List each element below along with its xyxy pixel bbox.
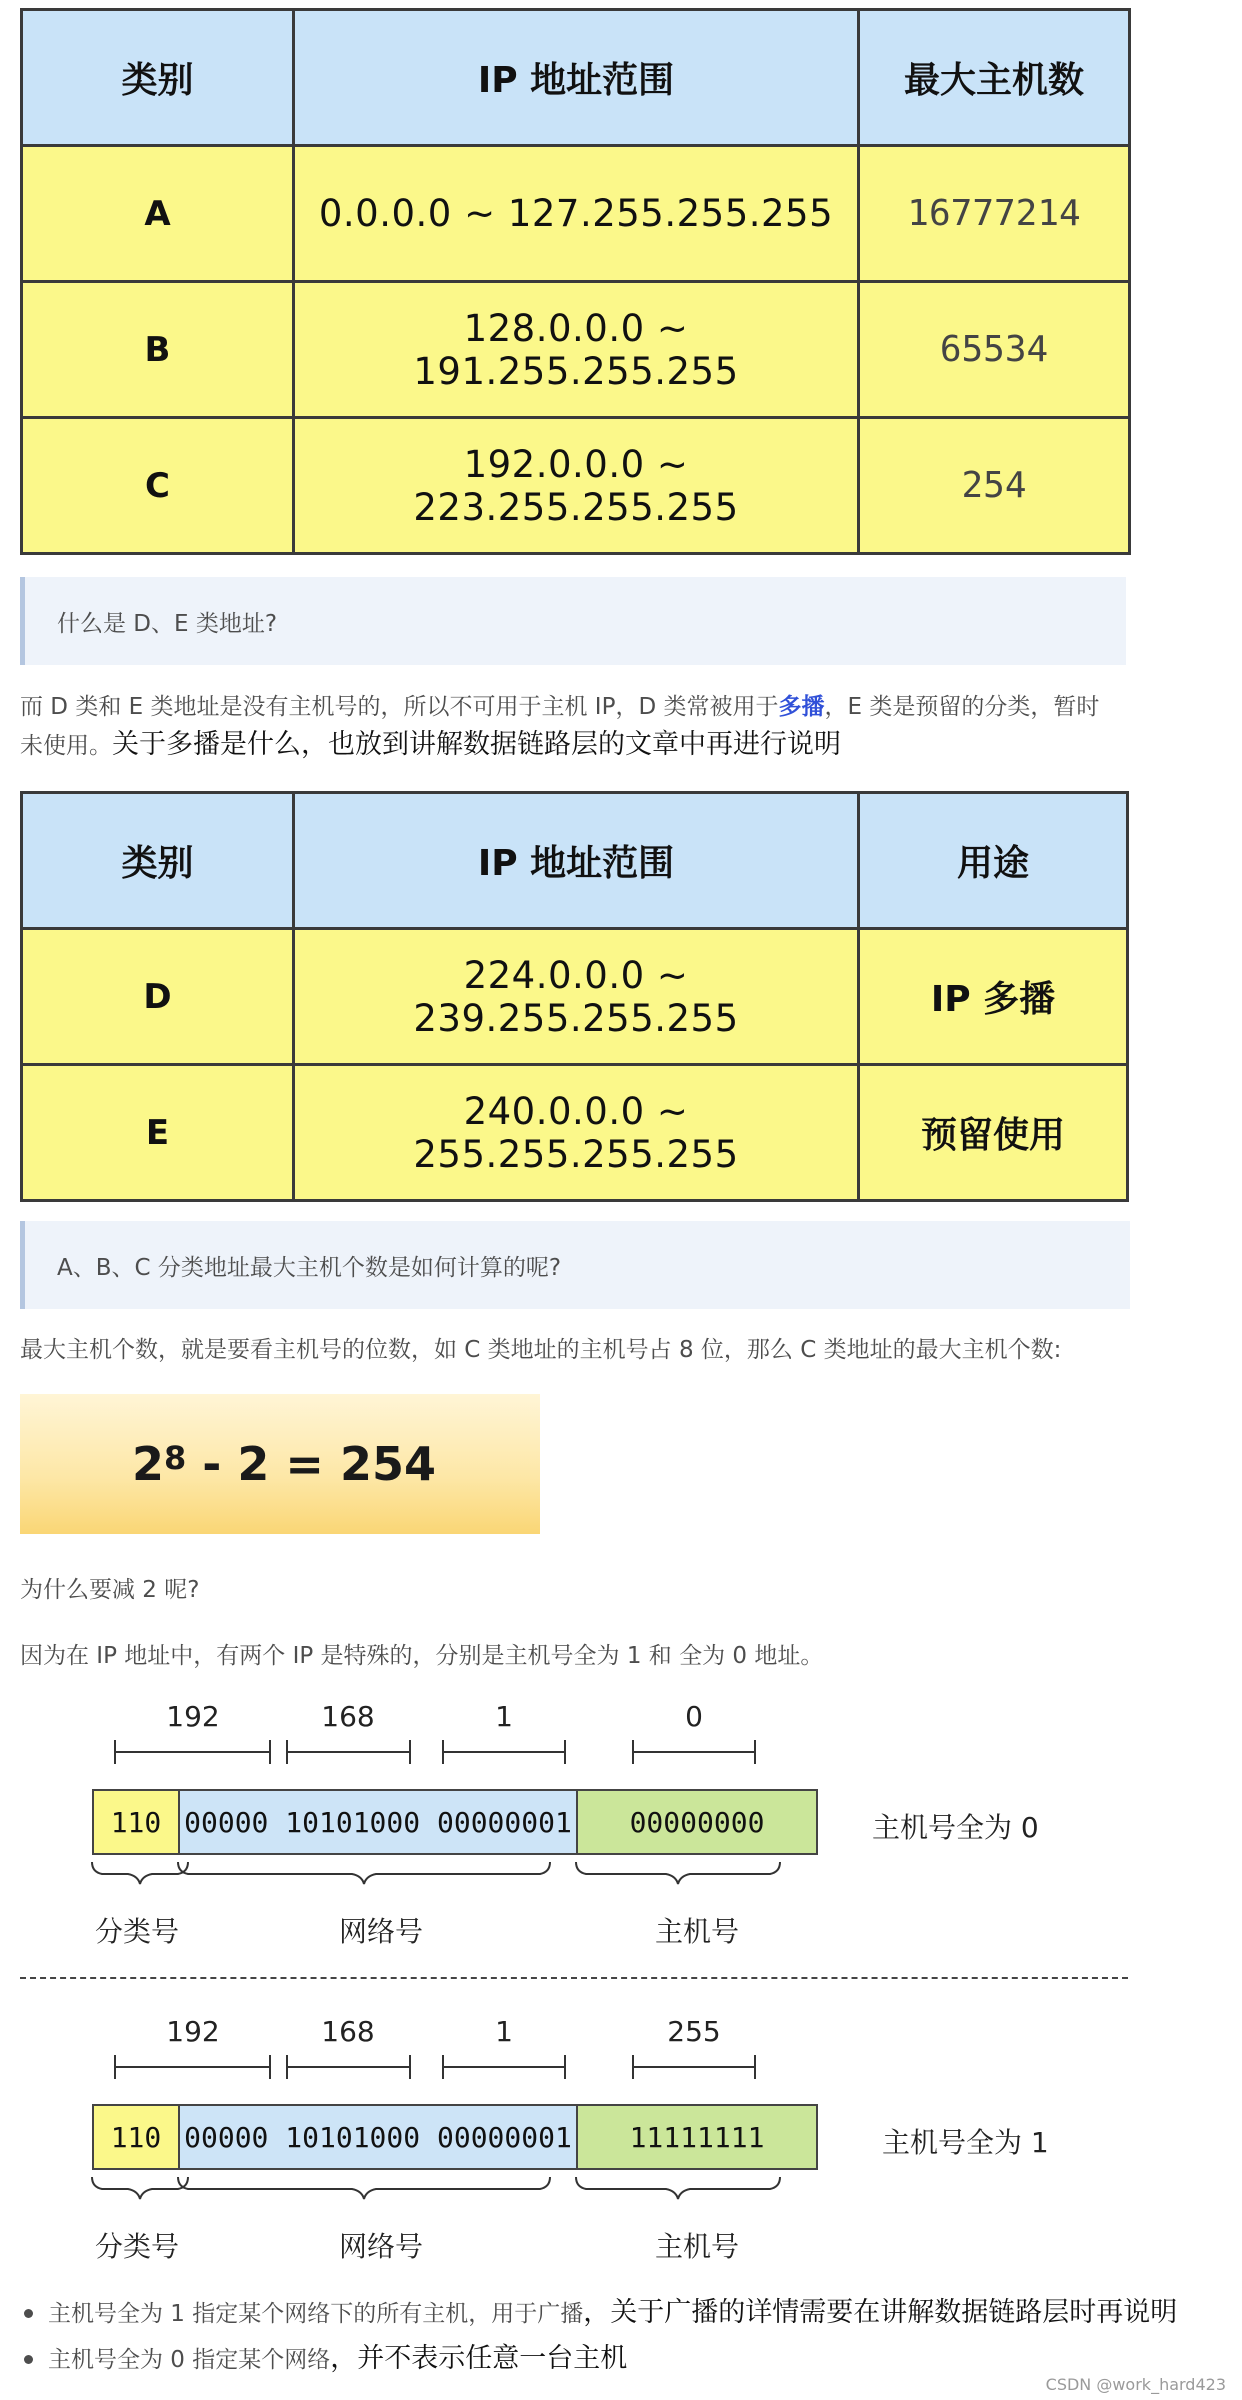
octet-label: 1	[495, 1700, 513, 1733]
header-class: 类别	[22, 10, 294, 146]
cell-class: A	[22, 146, 294, 282]
list-item	[20, 2290, 1177, 2336]
label-network-number: 网络号	[338, 2230, 423, 2263]
label-class-number: 分类号	[94, 2230, 179, 2263]
para-text: ，E 类是预留的分类，暂时	[824, 694, 1100, 720]
label-host-number: 主机号	[654, 1915, 739, 1948]
cell-max-hosts: 16777214	[859, 146, 1130, 282]
table-row	[22, 929, 1128, 1065]
octet-label: 168	[321, 1700, 375, 1733]
host-bits-segment: 00000000	[576, 1789, 818, 1855]
dashed-divider	[20, 1977, 1128, 1979]
label-host-number: 主机号	[654, 2230, 739, 2263]
cell-range: 0.0.0.0 ~ 127.255.255.255	[294, 146, 859, 282]
class-bits-segment: 110	[92, 1789, 180, 1855]
cell-class: E	[22, 1065, 294, 1201]
table-row	[22, 282, 1130, 418]
table-row	[22, 146, 1130, 282]
header-class: 类别	[22, 793, 294, 929]
list-item-text-emphasis: ，并不表示任意一台主机	[330, 2343, 628, 2374]
label-class-number: 分类号	[94, 1915, 179, 1948]
bullet-list	[20, 2290, 1177, 2382]
para-text: 未使用。	[20, 733, 112, 759]
cell-usage: IP 多播	[859, 929, 1128, 1065]
cell-range: 224.0.0.0 ~ 239.255.255.255	[294, 929, 859, 1065]
para-text-emphasis: 关于多播是什么，也放到讲解数据链路层的文章中再进行说明	[112, 729, 841, 760]
octet-label: 255	[667, 2015, 721, 2048]
formula-base: 2	[132, 1437, 165, 1491]
para-text: 而 D 类和 E 类地址是没有主机号的，所以不可用于主机 IP，D 类常被用于	[20, 694, 779, 720]
cell-range: 192.0.0.0 ~ 223.255.255.255	[294, 418, 859, 554]
cell-class: C	[22, 418, 294, 554]
formula-exponent: 8	[164, 1439, 187, 1477]
table-row	[22, 1065, 1128, 1201]
header-max-hosts: 最大主机数	[859, 10, 1130, 146]
watermark: CSDN @work_hard423	[1045, 2375, 1226, 2394]
header-range: IP 地址范围	[294, 10, 859, 146]
cell-max-hosts: 254	[859, 418, 1130, 554]
table-header-row	[22, 10, 1130, 146]
cell-class: B	[22, 282, 294, 418]
octet-label: 168	[321, 2015, 375, 2048]
formula-rest: - 2 = 254	[186, 1437, 437, 1491]
cell-usage: 预留使用	[859, 1065, 1128, 1201]
cell-range: 240.0.0.0 ~ 255.255.255.255	[294, 1065, 859, 1201]
cell-range: 128.0.0.0 ~ 191.255.255.255	[294, 282, 859, 418]
octet-label: 0	[685, 1700, 703, 1733]
list-item-text: 主机号全为 0 指定某个网络	[48, 2347, 331, 2373]
class-bits-segment: 110	[92, 2104, 180, 2170]
table-header-row	[22, 793, 1128, 929]
network-bits-segment: 00000 10101000 00000001	[178, 2104, 578, 2170]
para-text: 最大主机个数，就是要看主机号的位数，如 C 类地址的主机号占 8 位，那么 C 类地址的最大主机个数:	[20, 1337, 1062, 1363]
formula-image	[20, 1394, 540, 1534]
octet-label: 1	[495, 2015, 513, 2048]
paragraph-de-class	[20, 688, 1130, 765]
cell-max-hosts: 65534	[859, 282, 1130, 418]
header-usage: 用途	[859, 793, 1128, 929]
host-bits-segment: 11111111	[576, 2104, 818, 2170]
list-item-text: 主机号全为 1 指定某个网络下的所有主机，用于广播	[48, 2301, 584, 2327]
multicast-link[interactable]: 多播	[778, 694, 825, 720]
quote-text: A、B、C 分类地址最大主机个数是如何计算的呢?	[57, 1254, 562, 1281]
octet-label: 192	[166, 1700, 220, 1733]
quote-block	[20, 1221, 1130, 1309]
paragraph-why-minus-2	[20, 1571, 199, 1609]
para-text: 为什么要减 2 呢?	[20, 1577, 200, 1603]
list-item	[20, 2336, 1177, 2382]
paragraph-max-hosts	[20, 1331, 1200, 1369]
table-row	[22, 418, 1130, 554]
cell-class: D	[22, 929, 294, 1065]
paragraph-special-ips	[20, 1637, 823, 1675]
list-item-text-emphasis: ，关于广播的详情需要在讲解数据链路层时再说明	[583, 2297, 1178, 2328]
ip-class-table-de	[20, 791, 1129, 1202]
octet-label: 192	[166, 2015, 220, 2048]
label-network-number: 网络号	[338, 1915, 423, 1948]
header-range: IP 地址范围	[294, 793, 859, 929]
quote-block	[20, 577, 1126, 665]
quote-text: 什么是 D、E 类地址?	[57, 610, 278, 637]
network-bits-segment: 00000 10101000 00000001	[178, 1789, 578, 1855]
para-text: 因为在 IP 地址中，有两个 IP 是特殊的，分别是主机号全为 1 和 全为 0 地址。	[20, 1643, 824, 1669]
ip-class-table-abc	[20, 8, 1131, 555]
diagram-note: 主机号全为 0	[872, 1811, 1039, 1844]
diagram-note: 主机号全为 1	[882, 2126, 1049, 2159]
